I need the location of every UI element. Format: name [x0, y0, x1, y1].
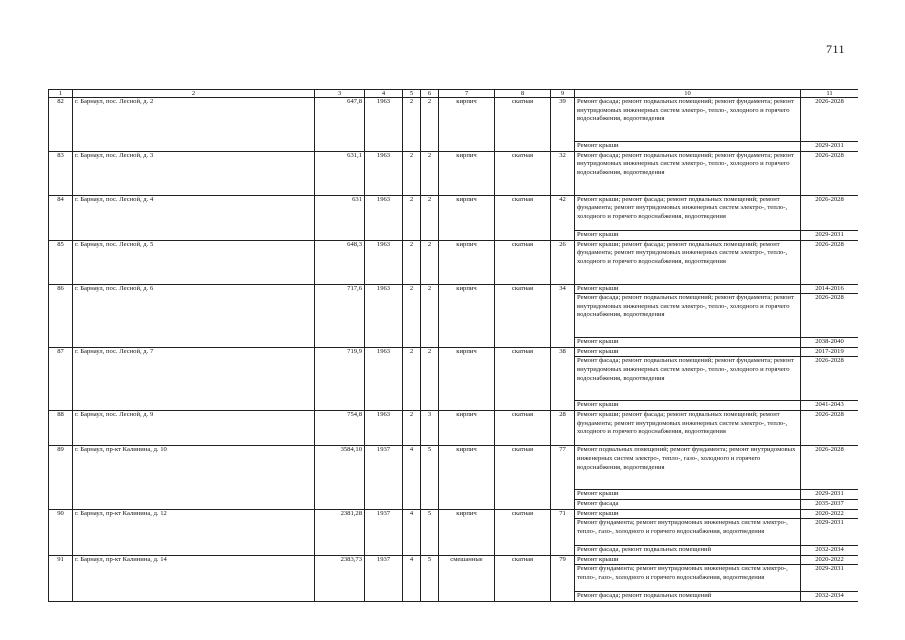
total-area-cell: 648,3: [315, 240, 365, 284]
row-number-cell: 85: [49, 240, 73, 284]
repair-period-cell: 2029-2031: [801, 519, 859, 546]
wear-percent-cell: 38: [551, 347, 575, 410]
repair-period-cell: 2026-2028: [801, 240, 859, 284]
repair-work-cell: Ремонт фасада; ремонт подвальных помещений; ремонт фундамента; ремонт внутридомовых инженерных систем электро-, тепло-, холодного и горячего водоснабжения, водоотведения: [575, 357, 801, 401]
entrance-count-cell: 2: [421, 195, 439, 240]
address-cell: г. Барнаул, пр-кт Калинина, д. 14: [73, 555, 315, 601]
wear-percent-cell: 71: [551, 509, 575, 555]
repair-period-cell: 2026-2028: [801, 410, 859, 445]
address-cell: г. Барнаул, пос. Лесной, д. 4: [73, 195, 315, 240]
table-row: [49, 446, 859, 490]
wall-material-cell: кирпич: [439, 284, 495, 347]
table-row: [49, 240, 859, 284]
build-year-cell: 1937: [365, 509, 403, 555]
repair-work-cell: Ремонт крыши: [575, 284, 801, 294]
repair-period-cell: 2029-2031: [801, 565, 859, 592]
row-number-cell: 89: [49, 446, 73, 509]
total-area-cell: 754,8: [315, 410, 365, 445]
repair-period-cell: 2026-2028: [801, 151, 859, 195]
floor-count-cell: 4: [403, 509, 421, 555]
roof-type-cell: скатная: [495, 98, 551, 152]
roof-type-cell: скатная: [495, 509, 551, 555]
wear-percent-cell: 34: [551, 284, 575, 347]
column-number-11: 11: [801, 90, 859, 98]
wall-material-cell: кирпич: [439, 446, 495, 509]
repair-work-cell: Ремонт крыши; ремонт фасада; ремонт подвальных помещений; ремонт фундамента; ремонт внутридомовых инженерных систем электро-, тепло-, холодного и горячего водоснабжения, водоотведения: [575, 195, 801, 230]
entrance-count-cell: 5: [421, 555, 439, 601]
roof-type-cell: скатная: [495, 410, 551, 445]
floor-count-cell: 4: [403, 446, 421, 509]
wall-material-cell: кирпич: [439, 410, 495, 445]
entrance-count-cell: 5: [421, 509, 439, 555]
registry-table: [48, 89, 858, 602]
repair-work-cell: Ремонт фасада; ремонт подвальных помещений: [575, 591, 801, 601]
repair-work-cell: Ремонт фасада, ремонт подвальных помещений: [575, 545, 801, 555]
table-row: [49, 195, 859, 230]
address-cell: г. Барнаул, пр-кт Калинина, д. 10: [73, 446, 315, 509]
repair-work-cell: Ремонт крыши; ремонт фасада; ремонт подвальных помещений; ремонт фундамента; ремонт внутридомовых инженерных систем электро-, тепло-, холодного и горячего водоснабжения, водоотведения: [575, 240, 801, 284]
row-number-cell: 87: [49, 347, 73, 410]
roof-type-cell: скатная: [495, 195, 551, 240]
repair-period-cell: 2020-2022: [801, 509, 859, 519]
repair-period-cell: 2032-2034: [801, 545, 859, 555]
total-area-cell: 2383,73: [315, 555, 365, 601]
floor-count-cell: 2: [403, 284, 421, 347]
repair-work-cell: Ремонт фасада; ремонт подвальных помещений; ремонт фундамента; ремонт внутридомовых инженерных систем электро-, тепло-, холодного и горячего водоснабжения, водоотведения: [575, 151, 801, 195]
repair-period-cell: 2026-2028: [801, 294, 859, 338]
row-number-cell: 91: [49, 555, 73, 601]
table-row: [49, 347, 859, 357]
repair-work-cell: Ремонт фасада: [575, 499, 801, 509]
repair-period-cell: 2026-2028: [801, 195, 859, 230]
wear-percent-cell: 32: [551, 151, 575, 195]
floor-count-cell: 4: [403, 555, 421, 601]
floor-count-cell: 2: [403, 347, 421, 410]
build-year-cell: 1937: [365, 446, 403, 509]
total-area-cell: 647,8: [315, 98, 365, 152]
repair-work-cell: Ремонт крыши: [575, 490, 801, 500]
repair-work-cell: Ремонт крыши: [575, 509, 801, 519]
floor-count-cell: 2: [403, 195, 421, 240]
build-year-cell: 1963: [365, 240, 403, 284]
address-cell: г. Барнаул, пос. Лесной, д. 3: [73, 151, 315, 195]
repair-period-cell: 2038-2040: [801, 338, 859, 348]
row-number-cell: 83: [49, 151, 73, 195]
wear-percent-cell: 28: [551, 410, 575, 445]
wear-percent-cell: 42: [551, 195, 575, 240]
repair-period-cell: 2029-2031: [801, 230, 859, 240]
roof-type-cell: скатная: [495, 555, 551, 601]
repair-work-cell: Ремонт крыши: [575, 555, 801, 565]
wear-percent-cell: 79: [551, 555, 575, 601]
floor-count-cell: 2: [403, 151, 421, 195]
address-cell: г. Барнаул, пос. Лесной, д. 9: [73, 410, 315, 445]
floor-count-cell: 2: [403, 98, 421, 152]
wall-material-cell: кирпич: [439, 151, 495, 195]
roof-type-cell: скатная: [495, 284, 551, 347]
wear-percent-cell: 77: [551, 446, 575, 509]
repair-work-cell: Ремонт крыши: [575, 401, 801, 411]
repair-work-cell: Ремонт крыши: [575, 338, 801, 348]
build-year-cell: 1963: [365, 195, 403, 240]
roof-type-cell: скатная: [495, 151, 551, 195]
table-row: [49, 284, 859, 294]
repair-work-cell: Ремонт крыши; ремонт фасада; ремонт подвальных помещений; ремонт фундамента; ремонт внутридомовых инженерных систем электро-, тепло-, холодного и горячего водоснабжения, водоотведения: [575, 410, 801, 445]
table-row: [49, 509, 859, 519]
repair-work-cell: Ремонт крыши: [575, 347, 801, 357]
wall-material-cell: кирпич: [439, 98, 495, 152]
total-area-cell: 631: [315, 195, 365, 240]
repair-period-cell: 2026-2028: [801, 98, 859, 142]
total-area-cell: 3584,10: [315, 446, 365, 509]
column-numbers-row: [49, 90, 859, 98]
roof-type-cell: скатная: [495, 347, 551, 410]
repair-period-cell: 2035-2037: [801, 499, 859, 509]
wear-percent-cell: 26: [551, 240, 575, 284]
row-number-cell: 82: [49, 98, 73, 152]
column-number-3: 3: [315, 90, 365, 98]
registry-table-container: [48, 89, 858, 607]
table-row: [49, 410, 859, 445]
total-area-cell: 719,9: [315, 347, 365, 410]
wall-material-cell: смешанные: [439, 555, 495, 601]
address-cell: г. Барнаул, пос. Лесной, д. 7: [73, 347, 315, 410]
repair-period-cell: 2029-2031: [801, 142, 859, 152]
entrance-count-cell: 2: [421, 98, 439, 152]
build-year-cell: 1963: [365, 410, 403, 445]
repair-period-cell: 2041-2043: [801, 401, 859, 411]
repair-period-cell: 2029-2031: [801, 490, 859, 500]
page-number: 711: [826, 42, 846, 56]
wall-material-cell: кирпич: [439, 509, 495, 555]
wear-percent-cell: 39: [551, 98, 575, 152]
build-year-cell: 1963: [365, 98, 403, 152]
repair-period-cell: 2032-2034: [801, 591, 859, 601]
build-year-cell: 1963: [365, 347, 403, 410]
build-year-cell: 1937: [365, 555, 403, 601]
repair-period-cell: 2026-2028: [801, 446, 859, 490]
address-cell: г. Барнаул, пос. Лесной, д. 5: [73, 240, 315, 284]
roof-type-cell: скатная: [495, 446, 551, 509]
row-number-cell: 84: [49, 195, 73, 240]
total-area-cell: 631,1: [315, 151, 365, 195]
build-year-cell: 1963: [365, 151, 403, 195]
column-number-9: 9: [551, 90, 575, 98]
total-area-cell: 717,6: [315, 284, 365, 347]
registry-table-body: [49, 90, 859, 602]
entrance-count-cell: 2: [421, 151, 439, 195]
address-cell: г. Барнаул, пос. Лесной, д. 6: [73, 284, 315, 347]
address-cell: г. Барнаул, пр-кт Калинина, д. 12: [73, 509, 315, 555]
floor-count-cell: 2: [403, 240, 421, 284]
table-row: [49, 98, 859, 142]
roof-type-cell: скатная: [495, 240, 551, 284]
column-number-10: 10: [575, 90, 801, 98]
entrance-count-cell: 2: [421, 284, 439, 347]
row-number-cell: 88: [49, 410, 73, 445]
column-number-5: 5: [403, 90, 421, 98]
entrance-count-cell: 3: [421, 410, 439, 445]
column-number-7: 7: [439, 90, 495, 98]
table-row: [49, 151, 859, 195]
wall-material-cell: кирпич: [439, 195, 495, 240]
address-cell: г. Барнаул, пос. Лесной, д. 2: [73, 98, 315, 152]
row-number-cell: 90: [49, 509, 73, 555]
build-year-cell: 1963: [365, 284, 403, 347]
repair-work-cell: Ремонт крыши: [575, 230, 801, 240]
column-number-2: 2: [73, 90, 315, 98]
repair-work-cell: Ремонт крыши: [575, 142, 801, 152]
repair-work-cell: Ремонт фундамента; ремонт внутридомовых инженерных систем электро-, тепло-, газо-, холодного и горячего водоснабжения, водоотведения: [575, 519, 801, 546]
entrance-count-cell: 5: [421, 446, 439, 509]
repair-period-cell: 2020-2022: [801, 555, 859, 565]
repair-work-cell: Ремонт подвальных помещений; ремонт фундамента; ремонт внутридомовых инженерных систем электро-, тепло-, газо-, холодного и горячего водоснабжения, водоотведения: [575, 446, 801, 490]
wall-material-cell: кирпич: [439, 240, 495, 284]
column-number-8: 8: [495, 90, 551, 98]
entrance-count-cell: 2: [421, 240, 439, 284]
wall-material-cell: кирпич: [439, 347, 495, 410]
column-number-6: 6: [421, 90, 439, 98]
total-area-cell: 2381,28: [315, 509, 365, 555]
floor-count-cell: 2: [403, 410, 421, 445]
column-number-1: 1: [49, 90, 73, 98]
column-number-4: 4: [365, 90, 403, 98]
repair-work-cell: Ремонт фасада; ремонт подвальных помещений; ремонт фундамента; ремонт внутридомовых инженерных систем электро-, тепло-, холодного и горячего водоснабжения, водоотведения: [575, 294, 801, 338]
repair-period-cell: 2026-2028: [801, 357, 859, 401]
repair-work-cell: Ремонт фасада; ремонт подвальных помещений; ремонт фундамента; ремонт внутридомовых инженерных систем электро-, тепло-, холодного и горячего водоснабжения, водоотведения: [575, 98, 801, 142]
repair-work-cell: Ремонт фундамента; ремонт внутридомовых инженерных систем электро-, тепло-, газо-, холодного и горячего водоснабжения, водоотведения: [575, 565, 801, 592]
row-number-cell: 86: [49, 284, 73, 347]
entrance-count-cell: 2: [421, 347, 439, 410]
repair-period-cell: 2017-2019: [801, 347, 859, 357]
table-row: [49, 555, 859, 565]
repair-period-cell: 2014-2016: [801, 284, 859, 294]
